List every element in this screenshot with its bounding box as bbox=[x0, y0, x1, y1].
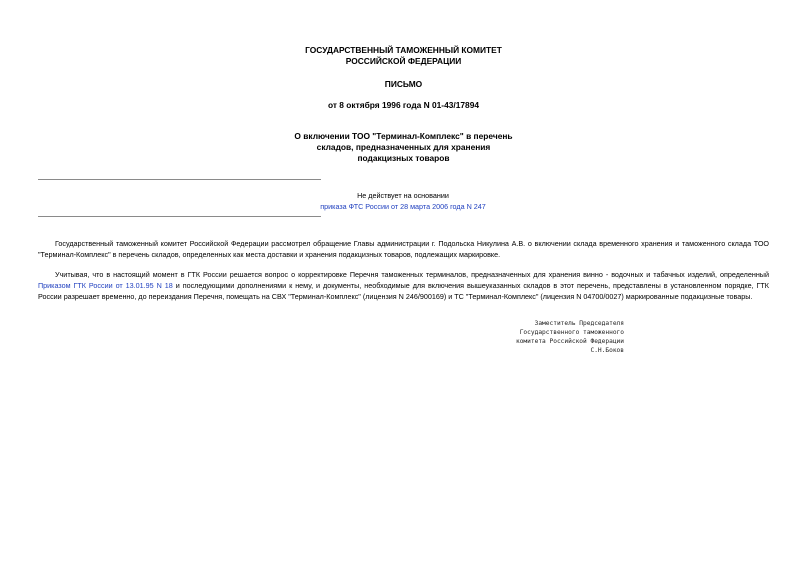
divider-bottom bbox=[38, 216, 321, 217]
document-type-label: ПИСЬМО bbox=[384, 79, 423, 89]
title-line: складов, предназначенных для хранения bbox=[316, 142, 491, 152]
document-title bbox=[0, 131, 807, 164]
organization-line: ГОСУДАРСТВЕННЫЙ ТАМОЖЕННЫЙ КОМИТЕТ bbox=[305, 45, 502, 55]
body-paragraph-1 bbox=[38, 238, 769, 260]
signature-line: Заместитель Председателя bbox=[534, 320, 624, 327]
title-line: О включении ТОО "Терминал-Комплекс" в перечень bbox=[294, 131, 513, 141]
signature-line: комитета Российской Федерации bbox=[515, 337, 624, 345]
signatory-name: С.Н.Боков bbox=[590, 346, 624, 354]
status-notice: Не действует на основании bbox=[357, 191, 449, 200]
gtk-order-link[interactable]: Приказом ГТК России от 13.01.95 N 18 bbox=[38, 281, 173, 290]
repeal-order-link[interactable]: приказа ФТС России от 28 марта 2006 года N 247 bbox=[320, 202, 486, 211]
body-paragraph-2 bbox=[38, 269, 769, 302]
document-type bbox=[0, 79, 807, 90]
title-line: подакцизных товаров bbox=[357, 153, 450, 163]
paragraph-text: Учитывая, что в настоящий момент в ГТК России решается вопрос о корректировке Перечня таможенных терминалов, предназначенных для хранения винно - водочных и табачных изделий, определенный bbox=[55, 270, 769, 279]
paragraph-text: и последующими дополнениями к нему, и документы, необходимые для включения вышеуказанных складов в этот перечень, представлены в установленном порядке, ГТК России разрешает временно, до переиздания Перечня, помещать на СВХ "Терминал-Комплекс" (лицензия N 246/900169) и ТС "Терминал-Комплекс" (лицензия N 04700/0027) маркированные подакцизные товары. bbox=[38, 281, 769, 301]
document-date-number bbox=[0, 100, 807, 111]
organization-line: РОССИЙСКОЙ ФЕДЕРАЦИИ bbox=[345, 56, 462, 66]
status-link-wrap bbox=[260, 201, 546, 212]
issuing-organization bbox=[0, 45, 807, 67]
divider-top bbox=[38, 179, 321, 180]
signature-line: Государственного таможенного bbox=[519, 328, 624, 336]
paragraph-text: Государственный таможенный комитет Российской Федерации рассмотрел обращение Главы администрации г. Подольска Никулина А.В. о включении склада временного хранения и таможенного склада ТОО "Терминал-Комплекс" в перечень складов, определенных как места доставки и хранения подакцизных товаров, подлежащих маркировке. bbox=[38, 239, 769, 259]
signature-block bbox=[460, 320, 624, 356]
date-number-label: от 8 октября 1996 года N 01-43/17894 bbox=[327, 100, 480, 110]
